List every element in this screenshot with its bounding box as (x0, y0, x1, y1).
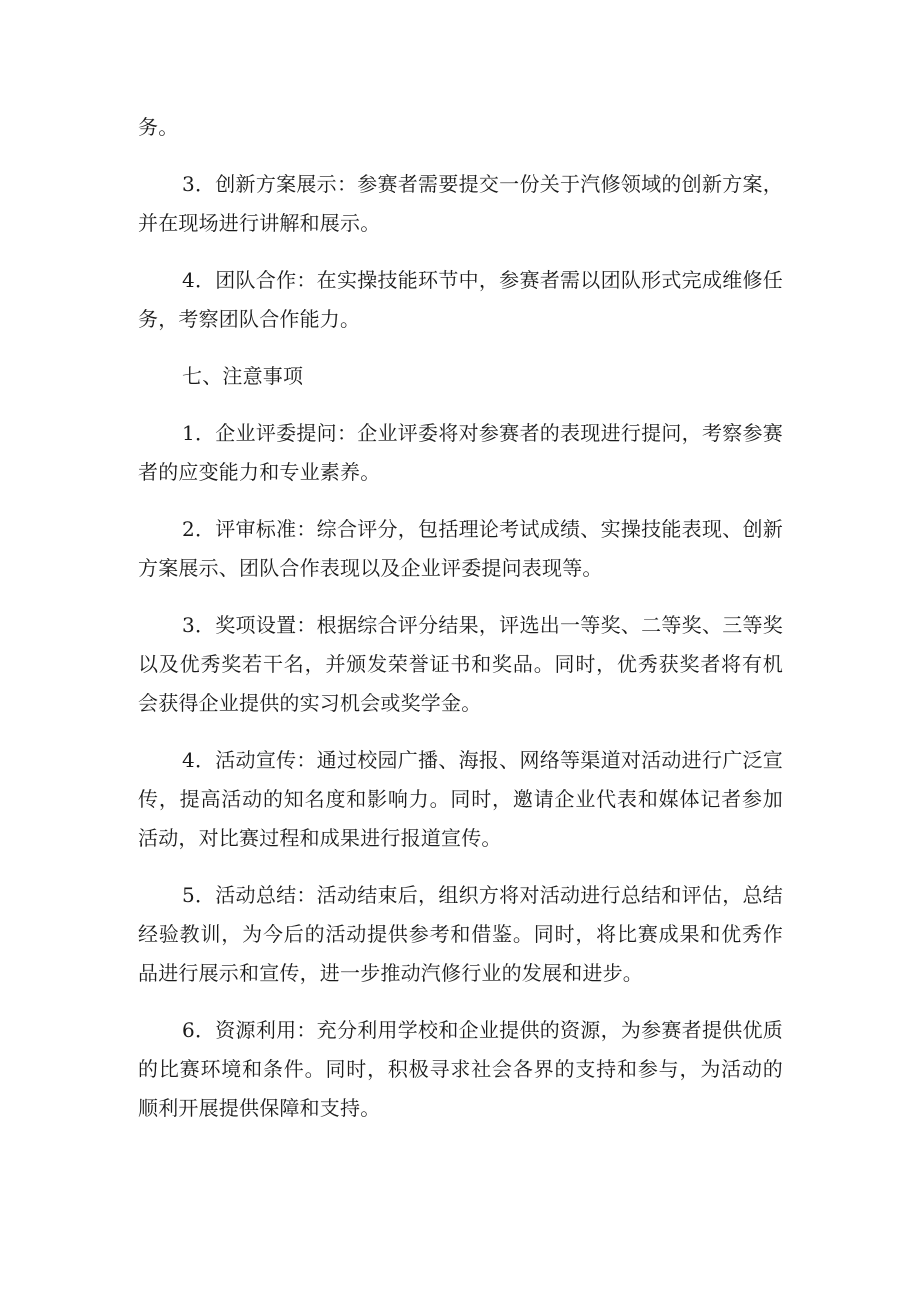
paragraph-resources: 6．资源利用：充分利用学校和企业提供的资源，为参赛者提供优质的比赛环境和条件。同时，积极寻求社会各界的支持和参与，为活动的顺利开展提供保障和支持。 (138, 1018, 783, 1120)
paragraph-judge-questions: 1．企业评委提问：企业评委将对参赛者的表现进行提问，考察参赛者的应变能力和专业素养。 (138, 421, 783, 484)
section-heading-notes: 七、注意事项 (182, 364, 304, 388)
paragraph-summary: 5．活动总结：活动结束后，组织方将对活动进行总结和评估，总结经验教训，为今后的活动提供参考和借鉴。同时，将比赛成果和优秀作品进行展示和宣传，进一步推动汽修行业的发展和进步。 (138, 883, 783, 985)
paragraph-teamwork: 4．团队合作：在实操技能环节中，参赛者需以团队形式完成维修任务，考察团队合作能力。 (138, 268, 783, 331)
paragraph-review-criteria: 2．评审标准：综合评分，包括理论考试成绩、实操技能表现、创新方案展示、团队合作表现以及企业评委提问表现等。 (138, 517, 783, 580)
paragraph-innovation-plan: 3．创新方案展示：参赛者需要提交一份关于汽修领域的创新方案，并在现场进行讲解和展示。 (138, 172, 783, 235)
paragraph-publicity: 4．活动宣传：通过校园广播、海报、网络等渠道对活动进行广泛宣传，提高活动的知名度和影响力。同时，邀请企业代表和媒体记者参加活动，对比赛过程和成果进行报道宣传。 (138, 748, 783, 850)
document-body (138, 108, 783, 1146)
paragraph-awards: 3．奖项设置：根据综合评分结果，评选出一等奖、二等奖、三等奖以及优秀奖若干名，并颁发荣誉证书和奖品。同时，优秀获奖者将有机会获得企业提供的实习机会或奖学金。 (138, 613, 783, 715)
paragraph-continuation: 务。 (138, 115, 179, 139)
